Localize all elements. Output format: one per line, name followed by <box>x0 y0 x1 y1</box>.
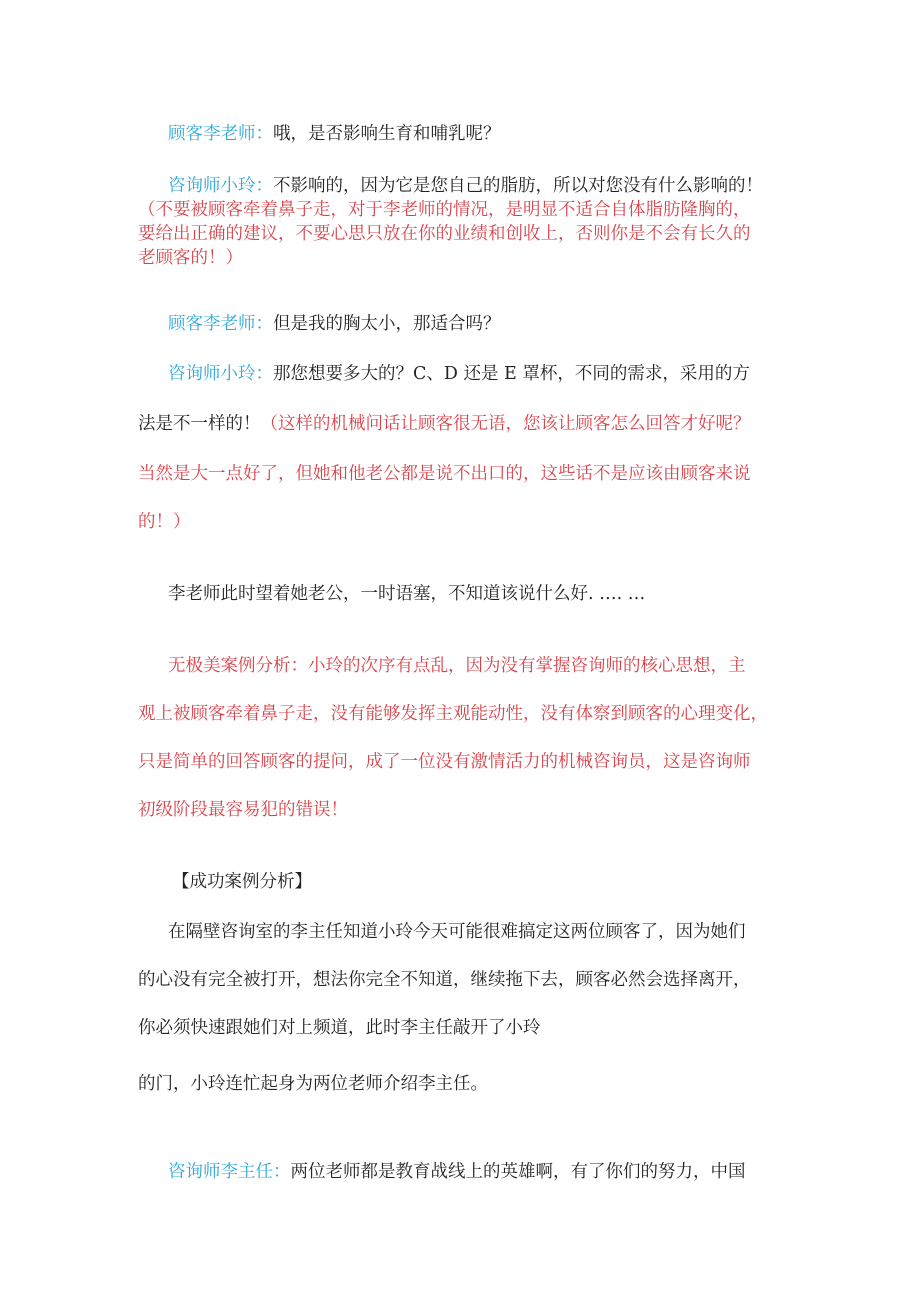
speaker-label: 顾客李老师： <box>168 314 273 334</box>
comment-line: 当然是大一点好了，但她和他老公都是说不出口的，这些话不是应该由顾客来说 <box>138 464 751 484</box>
dialogue-line <box>168 120 501 145</box>
narration-line: 李老师此时望着她老公，一时语塞，不知道该说什么好. …. … <box>168 584 646 604</box>
dialogue-line <box>168 360 750 385</box>
dialogue-text: 不影响的，因为它是您自己的脂肪，所以对您没有什么影响的！ <box>273 176 763 196</box>
analysis-line: 只是简单的回答顾客的提问，成了一位没有激情活力的机械咨询员，这是咨询师 <box>138 752 751 772</box>
comment-line: 要给出正确的建议，不要心思只放在你的业绩和创收上，否则你是不会有长久的 <box>138 224 751 244</box>
paragraph-line: 你必须快速跟她们对上频道，此时李主任敲开了小玲 <box>138 1018 541 1038</box>
analysis-line: 初级阶段最容易犯的错误！ <box>138 800 348 820</box>
speaker-label: 顾客李老师： <box>168 124 273 144</box>
paragraph-line: 的心没有完全被打开，想法你完全不知道，继续拖下去，顾客必然会选择离开， <box>138 970 751 990</box>
dialogue-line <box>168 310 501 335</box>
paragraph-line: 的门，小玲连忙起身为两位老师介绍李主任。 <box>138 1074 488 1094</box>
section-heading: 【成功案例分析】 <box>172 872 312 892</box>
analysis-line: 无极美案例分析：小玲的次序有点乱，因为没有掌握咨询师的核心思想，主 <box>168 656 746 676</box>
dialogue-line <box>168 1158 746 1183</box>
dialogue-text: 哦，是否影响生育和哺乳呢？ <box>273 124 501 144</box>
analysis-line: 观上被顾客牵着鼻子走，没有能够发挥主观能动性，没有体察到顾客的心理变化， <box>138 704 768 724</box>
dialogue-text: 两位老师都是教育战线上的英雄啊，有了你们的努力，中国 <box>290 1162 746 1182</box>
comment-line: 老顾客的！） <box>138 248 243 268</box>
speaker-label: 咨询师李主任： <box>168 1162 291 1182</box>
dialogue-line <box>168 172 763 197</box>
paragraph-line: 在隔壁咨询室的李主任知道小玲今天可能很难搞定这两位顾客了，因为她们 <box>168 922 746 942</box>
dialogue-text: 但是我的胸太小，那适合吗？ <box>273 314 501 334</box>
dialogue-text: 那您想要多大的？C、D 还是 E 罩杯，不同的需求，采用的方 <box>273 364 750 384</box>
comment-line: 的！） <box>138 512 191 532</box>
comment-line: （不要被顾客牵着鼻子走，对于李老师的情况，是明显不适合自体脂肪隆胸的， <box>138 200 751 220</box>
dialogue-text: 法是不一样的！ <box>138 414 261 434</box>
speaker-label: 咨询师小玲： <box>168 364 273 384</box>
speaker-label: 咨询师小玲： <box>168 176 273 196</box>
dialogue-line <box>138 410 751 435</box>
comment-text: （这样的机械问话让顾客很无语，您该让顾客怎么回答才好呢？ <box>260 414 751 434</box>
